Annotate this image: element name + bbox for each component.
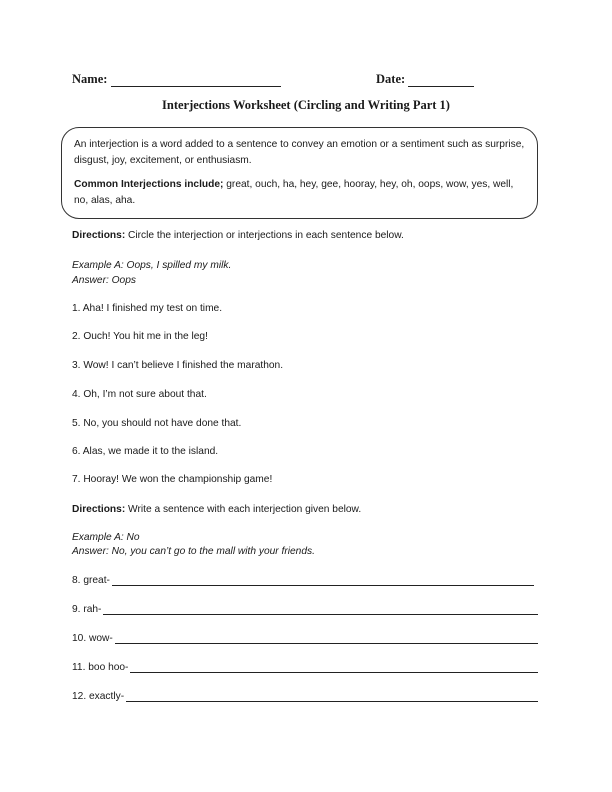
part1-directions-text: Circle the interjection or interjections in each sentence below. (125, 230, 404, 241)
writing-prompt: 10. wow- (72, 633, 113, 644)
date-label: Date: (376, 72, 406, 86)
part1-directions (72, 230, 404, 241)
sentence-item: 7. Hooray! We won the championship game! (72, 474, 273, 485)
name-blank[interactable] (111, 74, 281, 87)
definition-text: An interjection is a word added to a sentence to convey an emotion or a sentiment such as surprise, disgust, joy, excitement, or enthusiasm. (74, 139, 525, 166)
writing-prompt: 12. exactly- (72, 691, 125, 702)
name-label: Name: (72, 72, 108, 86)
sentence-item: 3. Wow! I can’t believe I finished the marathon. (72, 360, 284, 371)
writing-row (72, 575, 534, 586)
writing-row (72, 604, 538, 615)
part2-directions (72, 504, 361, 515)
common-interjections-label: Common Interjections include; (74, 179, 224, 190)
writing-line[interactable] (130, 662, 538, 673)
writing-row (72, 691, 538, 702)
writing-row (72, 662, 538, 673)
sentence-item: 2. Ouch! You hit me in the leg! (72, 331, 208, 342)
sentence-item: 4. Oh, I’m not sure about that. (72, 389, 207, 400)
writing-prompt: 9. rah- (72, 604, 102, 615)
date-field-group (376, 72, 474, 87)
part1-answer: Answer: Oops (72, 275, 136, 286)
date-blank[interactable] (408, 74, 474, 87)
worksheet-header (72, 72, 542, 88)
part2-directions-label: Directions: (72, 504, 126, 515)
definition-box (61, 127, 538, 219)
writing-prompt: 8. great- (72, 575, 110, 586)
writing-line[interactable] (112, 575, 534, 586)
common-interjections (74, 177, 525, 209)
part1-example: Example A: Oops, I spilled my milk. (72, 260, 232, 271)
writing-row (72, 633, 538, 644)
name-field-group (72, 72, 281, 87)
sentence-item: 1. Aha! I finished my test on time. (72, 303, 223, 314)
writing-line[interactable] (126, 691, 538, 702)
sentence-item: 6. Alas, we made it to the island. (72, 446, 219, 457)
sentence-item: 5. No, you should not have done that. (72, 418, 242, 429)
writing-line[interactable] (115, 633, 538, 644)
worksheet-title: Interjections Worksheet (Circling and Writing Part 1) (162, 98, 450, 112)
common-interjections-list: great, ouch, ha, hey, gee, hooray, hey, oh, oops, wow, yes, well, no, alas, aha. (74, 179, 514, 206)
writing-prompt: 11. boo hoo- (72, 662, 129, 673)
part2-directions-text: Write a sentence with each interjection given below. (125, 504, 362, 515)
part1-directions-label: Directions: (72, 230, 126, 241)
writing-line[interactable] (103, 604, 538, 615)
part2-answer: Answer: No, you can’t go to the mall with your friends. (72, 546, 315, 557)
part2-example: Example A: No (72, 532, 140, 543)
